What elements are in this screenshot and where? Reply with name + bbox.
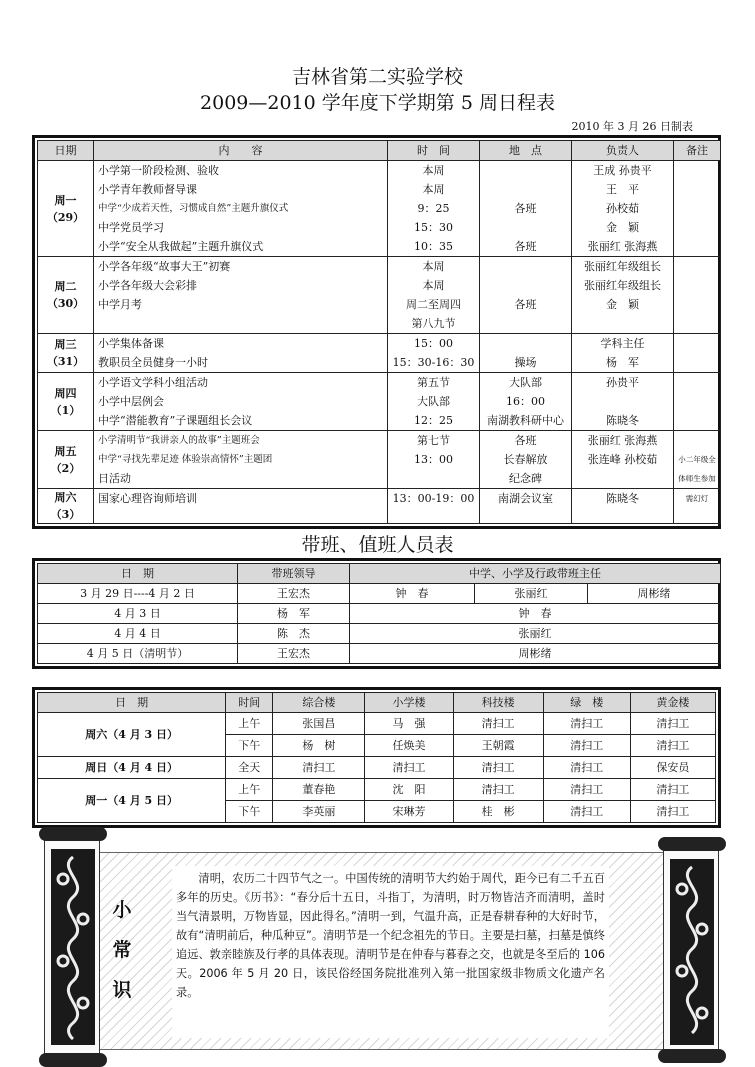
note-line — [674, 334, 720, 353]
cleaning-row — [38, 779, 716, 801]
person-cell — [572, 334, 674, 373]
place-line — [480, 180, 571, 199]
person-line: 王 平 — [606, 183, 639, 196]
place-line: 各班 — [514, 202, 537, 215]
note-line — [674, 180, 720, 199]
clean-col-xiaoxue: 小学楼 — [365, 693, 453, 713]
cleaning-cell: 清扫工 — [543, 713, 630, 735]
person-line: 孙贵平 — [606, 376, 639, 389]
content-cell — [94, 257, 388, 334]
place-line — [480, 314, 571, 333]
person-line: 王成 孙贵平 — [593, 164, 652, 177]
cleaning-cell: 清扫工 — [630, 735, 715, 757]
content-line: 日活动 — [98, 472, 131, 485]
duty-title: 带班、值班人员表 — [301, 534, 454, 556]
duty-leader: 王宏杰 — [238, 584, 350, 604]
duty-row — [38, 604, 721, 624]
person-line — [572, 314, 673, 333]
school-name: 吉林省第二实验学校 — [291, 66, 463, 88]
cleaning-cell: 清扫工 — [543, 757, 630, 779]
clean-col-time: 时间 — [226, 693, 273, 713]
clean-col-lv: 绿 楼 — [543, 693, 630, 713]
note-line — [674, 237, 720, 256]
place-line — [480, 276, 571, 295]
person-line — [572, 469, 673, 488]
time-line: 12：25 — [414, 414, 453, 427]
day-label: 周三 — [54, 338, 77, 351]
time-line: 9：25 — [417, 202, 450, 215]
time-cell — [388, 257, 480, 334]
person-line — [572, 392, 673, 411]
cleaning-frame — [32, 687, 721, 828]
note-line — [674, 392, 720, 411]
day-label: 周四 — [54, 386, 77, 400]
duty-frame — [32, 558, 721, 669]
note-line — [674, 218, 720, 237]
col-date: 日期 — [38, 141, 94, 161]
day-cell — [38, 489, 94, 524]
content-line: 小学青年教师督导课 — [98, 183, 197, 196]
duty-col-teachers: 中学、小学及行政带班主任 — [350, 564, 721, 584]
cleaning-cell: 清扫工 — [453, 779, 543, 801]
schedule-row — [38, 373, 721, 431]
note-line — [674, 161, 720, 180]
duty-header-row — [38, 564, 721, 584]
cleaning-time: 上午 — [226, 779, 273, 801]
duty-date: 4 月 5 日（清明节） — [38, 644, 238, 664]
tip-text: 清明，农历二十四节气之一。中国传统的清明节大约始于周代，距今已有二千五百多年的历史。《历书》：“春分后十五日，斗指丁，为清明，时万物皆洁齐而清明，盖时当气清景明，万物皆显，因此得名。”清明一到，气温升高，正是春耕春种的大好时节，故有“清明前后，种瓜种豆”。清明节是一个纪念祖先的节日。主要是扫墓，扫墓是慎终追远、敦亲睦族及行孝的具体表现。清明节是在仲春与暮春之交，也就是冬至后的 106 天。2006 年 5 月 20 日，该民俗经国务院批准列入第一批国家级非物质文化遗产名录。 — [176, 872, 605, 999]
schedule-row — [38, 257, 721, 334]
day-cell — [38, 431, 94, 489]
page-title: 2009—2010 学年度下学期第 5 周日程表 — [200, 92, 555, 114]
duty-col-date: 日 期 — [38, 564, 238, 584]
duty-leader: 杨 军 — [238, 604, 350, 624]
cleaning-cell: 清扫工 — [630, 713, 715, 735]
col-place: 地 点 — [480, 141, 572, 161]
made-date: 2010 年 3 月 26 日制表 — [571, 120, 693, 133]
place-line: 16：00 — [506, 395, 545, 408]
cleaning-cell: 清扫工 — [273, 757, 365, 779]
schedule-row — [38, 489, 721, 524]
time-line: 13：00-19：00 — [392, 492, 475, 505]
clean-col-huangjin: 黄金楼 — [630, 693, 715, 713]
cleaning-date: 周日（4 月 4 日） — [38, 757, 226, 779]
person-line: 张连峰 孙校茹 — [587, 453, 658, 466]
cleaning-cell: 清扫工 — [630, 801, 715, 823]
place-line — [480, 257, 571, 276]
time-line: 本周 — [422, 164, 445, 177]
cleaning-header-row — [38, 693, 716, 713]
cleaning-date: 周六（4 月 3 日） — [38, 713, 226, 757]
content-line: 中学“潜能教育”子课题组长会议 — [98, 414, 253, 427]
note-line — [674, 257, 720, 276]
time-line: 大队部 — [417, 395, 450, 408]
cleaning-cell: 宋琳芳 — [365, 801, 453, 823]
cleaning-cell: 任焕美 — [365, 735, 453, 757]
day-cell — [38, 334, 94, 373]
note-line: 小二年级全 — [678, 455, 716, 464]
place-cell — [480, 334, 572, 373]
person-line: 杨 军 — [606, 356, 639, 369]
content-line — [98, 314, 387, 333]
cleaning-cell: 清扫工 — [453, 713, 543, 735]
note-cell — [674, 161, 721, 257]
time-cell — [388, 161, 480, 257]
place-line — [480, 334, 571, 353]
person-line: 金 颖 — [606, 298, 639, 311]
place-cell — [480, 431, 572, 489]
place-line: 操场 — [514, 356, 537, 369]
time-cell — [388, 489, 480, 524]
content-line: 小学中层例会 — [98, 395, 164, 408]
cleaning-cell: 清扫工 — [453, 757, 543, 779]
cleaning-cell: 清扫工 — [365, 757, 453, 779]
day-label: 周六 — [54, 491, 77, 504]
content-line: 中学“寻找先辈足迹 体验崇高情怀”主题团 — [98, 454, 273, 465]
time-line: 15：30-16：30 — [392, 356, 475, 369]
content-cell — [94, 161, 388, 257]
cleaning-cell: 清扫工 — [543, 779, 630, 801]
clean-col-keji: 科技楼 — [453, 693, 543, 713]
cleaning-table — [37, 692, 716, 823]
duty-date: 4 月 3 日 — [38, 604, 238, 624]
duty-leader: 陈 杰 — [238, 624, 350, 644]
place-line — [480, 218, 571, 237]
tip-title: 小 常 识 — [112, 899, 132, 1001]
place-cell — [480, 489, 572, 524]
note-line: 需幻灯 — [685, 494, 709, 503]
person-line: 张丽红 张海燕 — [587, 434, 658, 447]
duty-table — [37, 563, 721, 664]
time-line: 第八九节 — [411, 317, 456, 330]
tip-box — [172, 866, 609, 1038]
content-line: 教职员全员健身一小时 — [98, 356, 208, 369]
content-line: 小学语文学科小组活动 — [98, 376, 208, 389]
note-cell — [674, 489, 721, 524]
time-line: 第七节 — [417, 434, 450, 447]
day-date: （1） — [50, 403, 81, 417]
content-line: 中学“少成若天性，习惯成自然”主题升旗仪式 — [98, 203, 289, 214]
duty-teacher: 张丽红 — [350, 624, 721, 644]
duty-teacher: 钟 春 — [350, 604, 721, 624]
cleaning-cell: 董春艳 — [273, 779, 365, 801]
person-line: 陈晓冬 — [606, 414, 639, 427]
person-line: 金 颖 — [606, 221, 639, 234]
content-line: 小学各年级大会彩排 — [98, 279, 197, 292]
cleaning-cell: 张国昌 — [273, 713, 365, 735]
cleaning-cell: 李英丽 — [273, 801, 365, 823]
content-cell — [94, 334, 388, 373]
content-line: 中学党员学习 — [98, 221, 164, 234]
person-cell — [572, 257, 674, 334]
place-cell — [480, 161, 572, 257]
duty-row — [38, 584, 721, 604]
note-line — [674, 353, 720, 372]
time-line: 本周 — [422, 260, 445, 273]
duty-leader: 王宏杰 — [238, 644, 350, 664]
note-line — [674, 314, 720, 333]
note-line: 体师生参加 — [678, 474, 716, 483]
time-cell — [388, 373, 480, 431]
duty-teacher: 张丽红 — [475, 584, 588, 604]
duty-teacher: 周彬绪 — [588, 584, 721, 604]
cleaning-cell: 杨 树 — [273, 735, 365, 757]
content-line: 小学清明节“我讲亲人的故事”主题班会 — [98, 435, 260, 446]
col-content: 内 容 — [94, 141, 388, 161]
clean-col-date: 日 期 — [38, 693, 226, 713]
time-line: 10：35 — [414, 240, 453, 253]
note-line — [674, 411, 720, 430]
duty-col-leader: 带班领导 — [238, 564, 350, 584]
person-line: 陈晓冬 — [606, 492, 639, 505]
cleaning-cell: 桂 彬 — [453, 801, 543, 823]
cleaning-time: 全天 — [226, 757, 273, 779]
cleaning-date: 周一（4 月 5 日） — [38, 779, 226, 823]
cleaning-cell: 沈 阳 — [365, 779, 453, 801]
person-cell — [572, 431, 674, 489]
day-label: 周二 — [54, 280, 77, 293]
cleaning-time: 上午 — [226, 713, 273, 735]
scroll-left-roller-icon — [44, 830, 100, 1062]
person-line: 学科主任 — [600, 337, 645, 350]
place-line: 南湖会议室 — [498, 492, 553, 505]
duty-date: 4 月 4 日 — [38, 624, 238, 644]
person-cell — [572, 489, 674, 524]
duty-date: 3 月 29 日----4 月 2 日 — [38, 584, 238, 604]
day-label: 周一 — [54, 193, 77, 207]
duty-row — [38, 624, 721, 644]
knowledge-scroll — [44, 830, 719, 1062]
schedule-row — [38, 334, 721, 373]
cleaning-time: 下午 — [226, 801, 273, 823]
time-line: 本周 — [422, 183, 445, 196]
note-line — [674, 276, 720, 295]
person-cell — [572, 161, 674, 257]
day-date: （3） — [50, 508, 81, 521]
place-line: 各班 — [514, 298, 537, 311]
day-cell — [38, 161, 94, 257]
time-cell — [388, 431, 480, 489]
duty-teacher: 钟 春 — [350, 584, 475, 604]
duty-teacher: 周彬绪 — [350, 644, 721, 664]
cleaning-row — [38, 713, 716, 735]
note-line — [674, 295, 720, 314]
weekly-schedule-frame — [32, 135, 721, 529]
day-date: （31） — [46, 355, 85, 368]
place-line: 各班 — [514, 434, 537, 447]
content-cell — [94, 489, 388, 524]
content-line: 小学集体备课 — [98, 337, 164, 350]
cleaning-cell: 马 强 — [365, 713, 453, 735]
time-line: 第五节 — [417, 376, 450, 389]
person-line: 张丽红 张海燕 — [587, 240, 658, 253]
content-line: 小学“安全从我做起”主题升旗仪式 — [98, 240, 264, 253]
time-line: 13：00 — [414, 453, 453, 466]
content-line: 中学月考 — [98, 298, 142, 311]
duty-row — [38, 644, 721, 664]
cleaning-row — [38, 757, 716, 779]
cleaning-cell: 清扫工 — [630, 779, 715, 801]
col-note: 备注 — [674, 141, 721, 161]
time-cell — [388, 334, 480, 373]
time-line: 15：30 — [414, 221, 453, 234]
place-line: 纪念碑 — [509, 472, 542, 485]
schedule-header-row — [38, 141, 721, 161]
person-line: 张丽红年级组长 — [584, 279, 661, 292]
content-line: 小学各年级“故事大王”初赛 — [98, 260, 231, 273]
time-line: 本周 — [422, 279, 445, 292]
content-cell — [94, 431, 388, 489]
schedule-row — [38, 431, 721, 489]
cleaning-cell: 清扫工 — [543, 801, 630, 823]
day-date: （29） — [46, 210, 85, 224]
place-line — [480, 161, 571, 180]
clean-col-zonghe: 综合楼 — [273, 693, 365, 713]
cleaning-time: 下午 — [226, 735, 273, 757]
place-line: 长春解放 — [503, 453, 548, 466]
col-person: 负责人 — [572, 141, 674, 161]
time-line: 周二至周四 — [406, 298, 461, 311]
place-line: 南湖教科研中心 — [487, 414, 564, 427]
time-line — [388, 469, 479, 488]
day-date: （2） — [50, 461, 81, 475]
note-cell — [674, 334, 721, 373]
place-line: 大队部 — [509, 376, 542, 389]
col-time: 时 间 — [388, 141, 480, 161]
weekly-schedule-table — [37, 140, 721, 524]
cleaning-cell: 王朝霞 — [453, 735, 543, 757]
place-line: 各班 — [514, 240, 537, 253]
note-line — [674, 373, 720, 392]
scroll-right-roller-icon — [663, 840, 719, 1062]
day-date: （30） — [46, 297, 85, 310]
person-cell — [572, 373, 674, 431]
content-cell — [94, 373, 388, 431]
place-cell — [480, 373, 572, 431]
note-cell — [674, 373, 721, 431]
note-line — [674, 431, 720, 450]
place-cell — [480, 257, 572, 334]
person-line: 孙校茹 — [606, 202, 639, 215]
content-line: 小学第一阶段检测、验收 — [98, 164, 219, 177]
content-line: 国家心理咨询师培训 — [98, 492, 197, 505]
note-line — [674, 199, 720, 218]
day-cell — [38, 257, 94, 334]
schedule-row — [38, 161, 721, 257]
time-line: 15：00 — [414, 337, 453, 350]
cleaning-cell: 清扫工 — [543, 735, 630, 757]
note-cell — [674, 257, 721, 334]
person-line: 张丽红年级组长 — [584, 260, 661, 273]
day-label: 周五 — [54, 444, 77, 458]
day-cell — [38, 373, 94, 431]
note-cell — [674, 431, 721, 489]
cleaning-cell: 保安员 — [630, 757, 715, 779]
